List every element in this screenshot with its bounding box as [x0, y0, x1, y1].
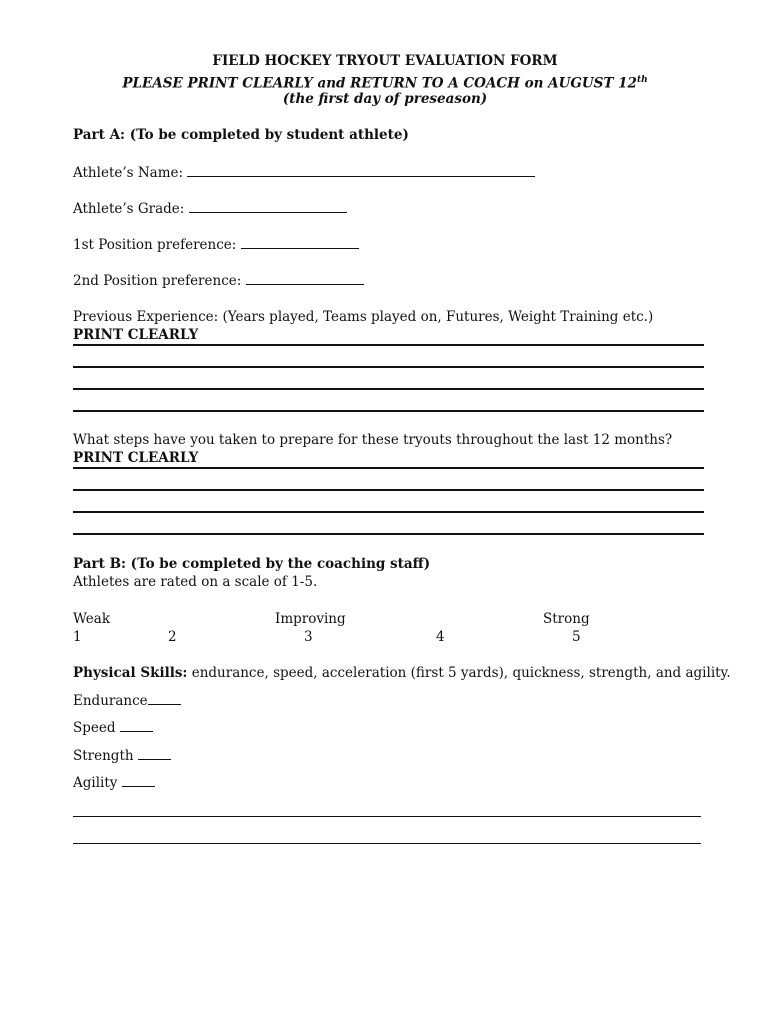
skill-strength-field[interactable]: [138, 746, 171, 760]
scale-number: 1: [73, 629, 82, 645]
scale-note: Athletes are rated on a scale of 1-5.: [73, 574, 318, 590]
skill-agility-row: [73, 773, 155, 792]
scale-improving: Improving: [275, 611, 346, 627]
athlete-name-field[interactable]: [187, 163, 535, 177]
athlete-name-row: [73, 163, 535, 182]
steps-line-1[interactable]: [73, 467, 704, 469]
steps-line-4[interactable]: [73, 533, 704, 535]
position-1-field[interactable]: [241, 235, 359, 249]
scale-number: 2: [168, 629, 177, 645]
skill-strength-row: [73, 746, 171, 765]
skill-endurance-label: Endurance: [73, 693, 148, 709]
experience-line-1[interactable]: [73, 344, 704, 346]
steps-line-2[interactable]: [73, 489, 704, 491]
physical-skills-row: [73, 664, 731, 682]
scale-number: 5: [572, 629, 581, 645]
skill-endurance-row: [73, 691, 181, 710]
physical-skills-label: Physical Skills:: [73, 665, 188, 681]
experience-prompt: Previous Experience: (Years played, Teams played on, Futures, Weight Training etc.) PRINT CLEARLY: [73, 309, 654, 343]
scale-weak: Weak: [73, 611, 110, 627]
athlete-grade-row: [73, 199, 347, 218]
form-subtitle-2: (the first day of preseason): [282, 91, 488, 107]
position-2-field[interactable]: [246, 271, 364, 285]
experience-line-4[interactable]: [73, 410, 704, 412]
experience-line-3[interactable]: [73, 388, 704, 390]
athlete-grade-field[interactable]: [189, 199, 347, 213]
physical-skills-desc: endurance, speed, acceleration (first 5 yards), quickness, strength, and agility.: [191, 665, 731, 681]
skill-strength-label: Strength: [73, 748, 134, 764]
scale-number: 4: [436, 629, 445, 645]
steps-prompt: What steps have you taken to prepare for these tryouts throughout the last 12 months? PRINT CLEARLY: [73, 432, 673, 466]
position-1-row: [73, 235, 359, 254]
scale-strong: Strong: [543, 611, 590, 627]
experience-line-2[interactable]: [73, 366, 704, 368]
skill-agility-label: Agility: [73, 775, 118, 791]
position-2-row: [73, 271, 364, 290]
skill-endurance-field[interactable]: [148, 691, 181, 705]
part-b-heading: Part B: (To be completed by the coaching staff): [73, 556, 431, 572]
form-subtitle: PLEASE PRINT CLEARLY and RETURN TO A COACH on AUGUST 12th: [122, 75, 648, 92]
position-2-label: 2nd Position preference:: [73, 273, 242, 289]
steps-line-3[interactable]: [73, 511, 704, 513]
notes-line-1[interactable]: [73, 816, 701, 817]
skill-speed-label: Speed: [73, 720, 116, 736]
skill-speed-field[interactable]: [120, 718, 153, 732]
athlete-grade-label: Athlete’s Grade:: [73, 201, 185, 217]
form-title: FIELD HOCKEY TRYOUT EVALUATION FORM: [212, 53, 558, 69]
skill-speed-row: [73, 718, 153, 737]
position-1-label: 1st Position preference:: [73, 237, 237, 253]
part-a-heading: Part A: (To be completed by student athlete): [73, 127, 409, 143]
skill-agility-field[interactable]: [122, 773, 155, 787]
athlete-name-label: Athlete’s Name:: [73, 165, 184, 181]
notes-line-2[interactable]: [73, 843, 701, 844]
scale-number: 3: [304, 629, 313, 645]
